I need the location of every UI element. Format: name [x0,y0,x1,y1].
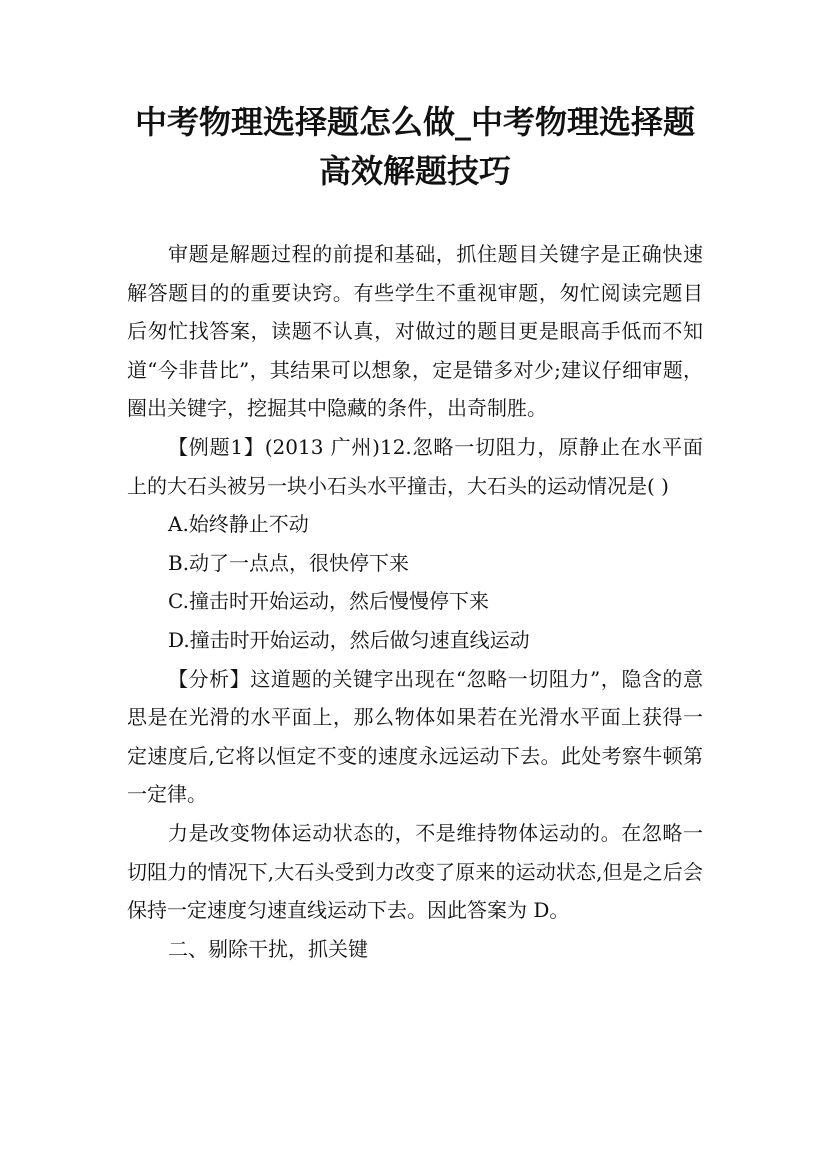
option-d: D.撞击时开始运动，然后做匀速直线运动 [168,627,530,652]
example-question-paragraph: 【例题1】(2013 广州)12.忽略一切阻力，原静止在水平面上的大石头被另一块小石头水平撞击，大石头的运动情况是( ) [127,434,703,498]
analysis-paragraph: 【分析】这道题的关键字出现在“忽略一切阻力”，隐含的意思是在光滑的水平面上，那么物体如果若在光滑水平面上获得一定速度后,它将以恒定不变的速度永远运动下去。此处考察牛顿第一定律。 [127,666,703,807]
option-b: B.动了一点点，很快停下来 [168,550,410,575]
intro-paragraph: 审题是解题过程的前提和基础，抓住题目关键字是正确快速解答题目的的重要诀窍。有些学生不重视审题，匆忙阅读完题目后匆忙找答案，读题不认真，对做过的题目更是眼高手低而不知道“今非昔比”，其结果可以想象，定是错多对少;建议仔细审题，圈出关键字，挖掘其中隐藏的条件，出奇制胜。 [127,242,703,421]
document-title: 中考物理选择题怎么做_中考物理选择题高效解题技巧 [134,103,695,190]
document-body [127,235,703,968]
option-c: C.撞击时开始运动，然后慢慢停下来 [168,589,489,614]
section-heading: 二、剔除干扰，抓关键 [168,936,368,961]
option-a: A.始终静止不动 [168,512,309,537]
conclusion-paragraph: 力是改变物体运动状态的，不是维持物体运动的。在忽略一切阻力的情况下,大石头受到力改变了原来的运动状态,但是之后会保持一定速度匀速直线运动下去。因此答案为 D。 [127,820,703,923]
